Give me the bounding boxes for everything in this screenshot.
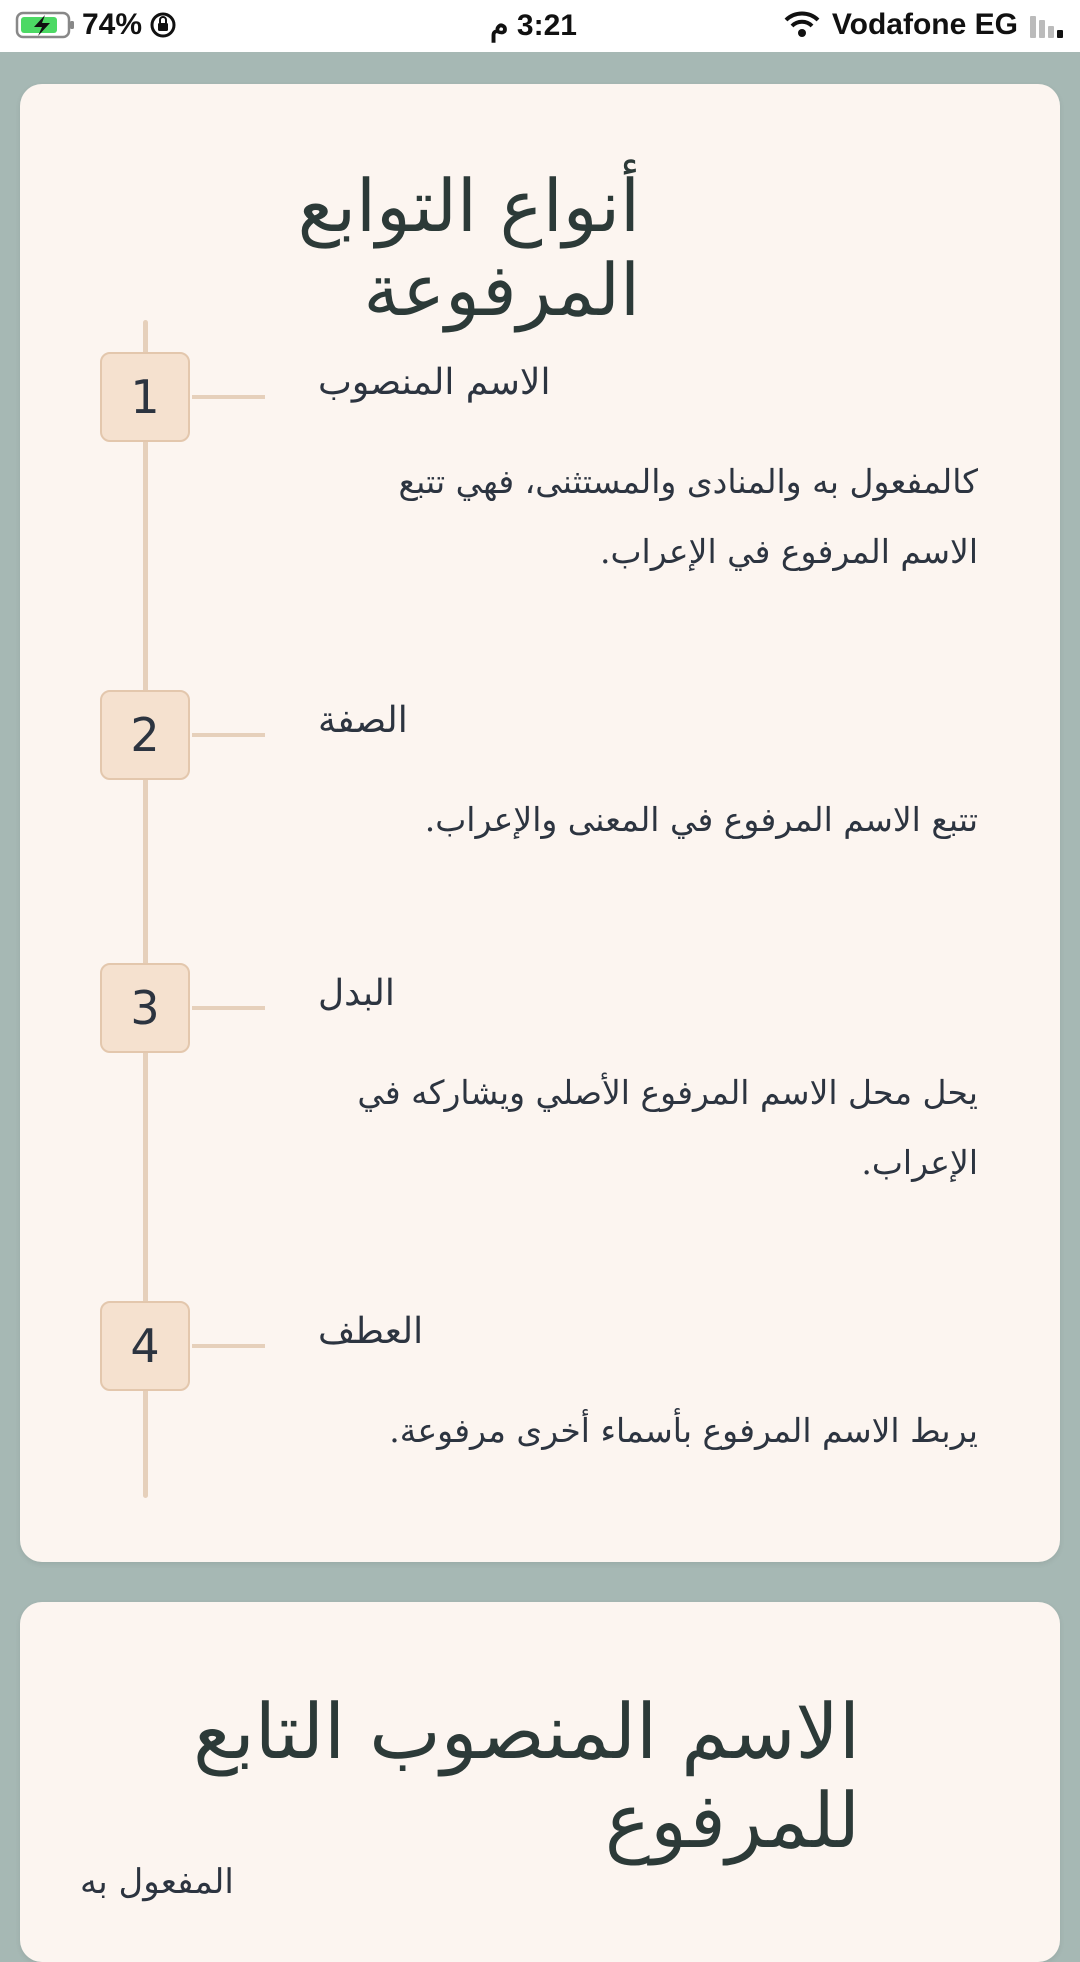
- rotation-lock-icon: [148, 10, 178, 40]
- step-description: يحل محل الاسم المرفوع الأصلي ويشاركه في الإعراب.: [357, 1073, 978, 1182]
- step-title: الصفة: [318, 700, 408, 741]
- step-title: البدل: [318, 973, 395, 1014]
- battery-charging-icon: [14, 11, 76, 39]
- step-connector: [192, 1344, 265, 1348]
- wifi-icon: [782, 10, 822, 40]
- status-left: [14, 8, 178, 42]
- step-description: كالمفعول به والمنادى والمستثنى، فهي تتبع الاسم المرفوع في الإعراب.: [398, 462, 978, 571]
- step-number-badge: 4: [100, 1301, 190, 1391]
- step-number-badge: 3: [100, 963, 190, 1053]
- section-subtitle: المفعول به: [80, 1862, 234, 1902]
- section-title: أنواع التوابع المرفوعة: [297, 164, 640, 332]
- status-right: [782, 8, 1068, 42]
- carrier-name: Vodafone EG: [831, 8, 1018, 41]
- battery-percentage: 74%: [82, 8, 143, 41]
- status-bar: [0, 0, 1080, 52]
- step-description: تتبع الاسم المرفوع في المعنى والإعراب.: [424, 800, 978, 839]
- step-description: يربط الاسم المرفوع بأسماء أخرى مرفوعة.: [389, 1411, 978, 1450]
- mansub-follower-card: [20, 1602, 1060, 1962]
- step-number-badge: 2: [100, 690, 190, 780]
- section-title: الاسم المنصوب التابع للمرفوع: [193, 1687, 860, 1865]
- step-title: العطف: [318, 1311, 424, 1352]
- step-connector: [192, 395, 265, 399]
- status-time: 3:21 م: [490, 9, 577, 42]
- step-connector: [192, 1006, 265, 1010]
- step-title: الاسم المنصوب: [318, 362, 551, 403]
- step-connector: [192, 733, 265, 737]
- rafa-types-card: [20, 84, 1060, 1562]
- step-number-badge: 1: [100, 352, 190, 442]
- cellular-signal-icon: [1028, 10, 1068, 40]
